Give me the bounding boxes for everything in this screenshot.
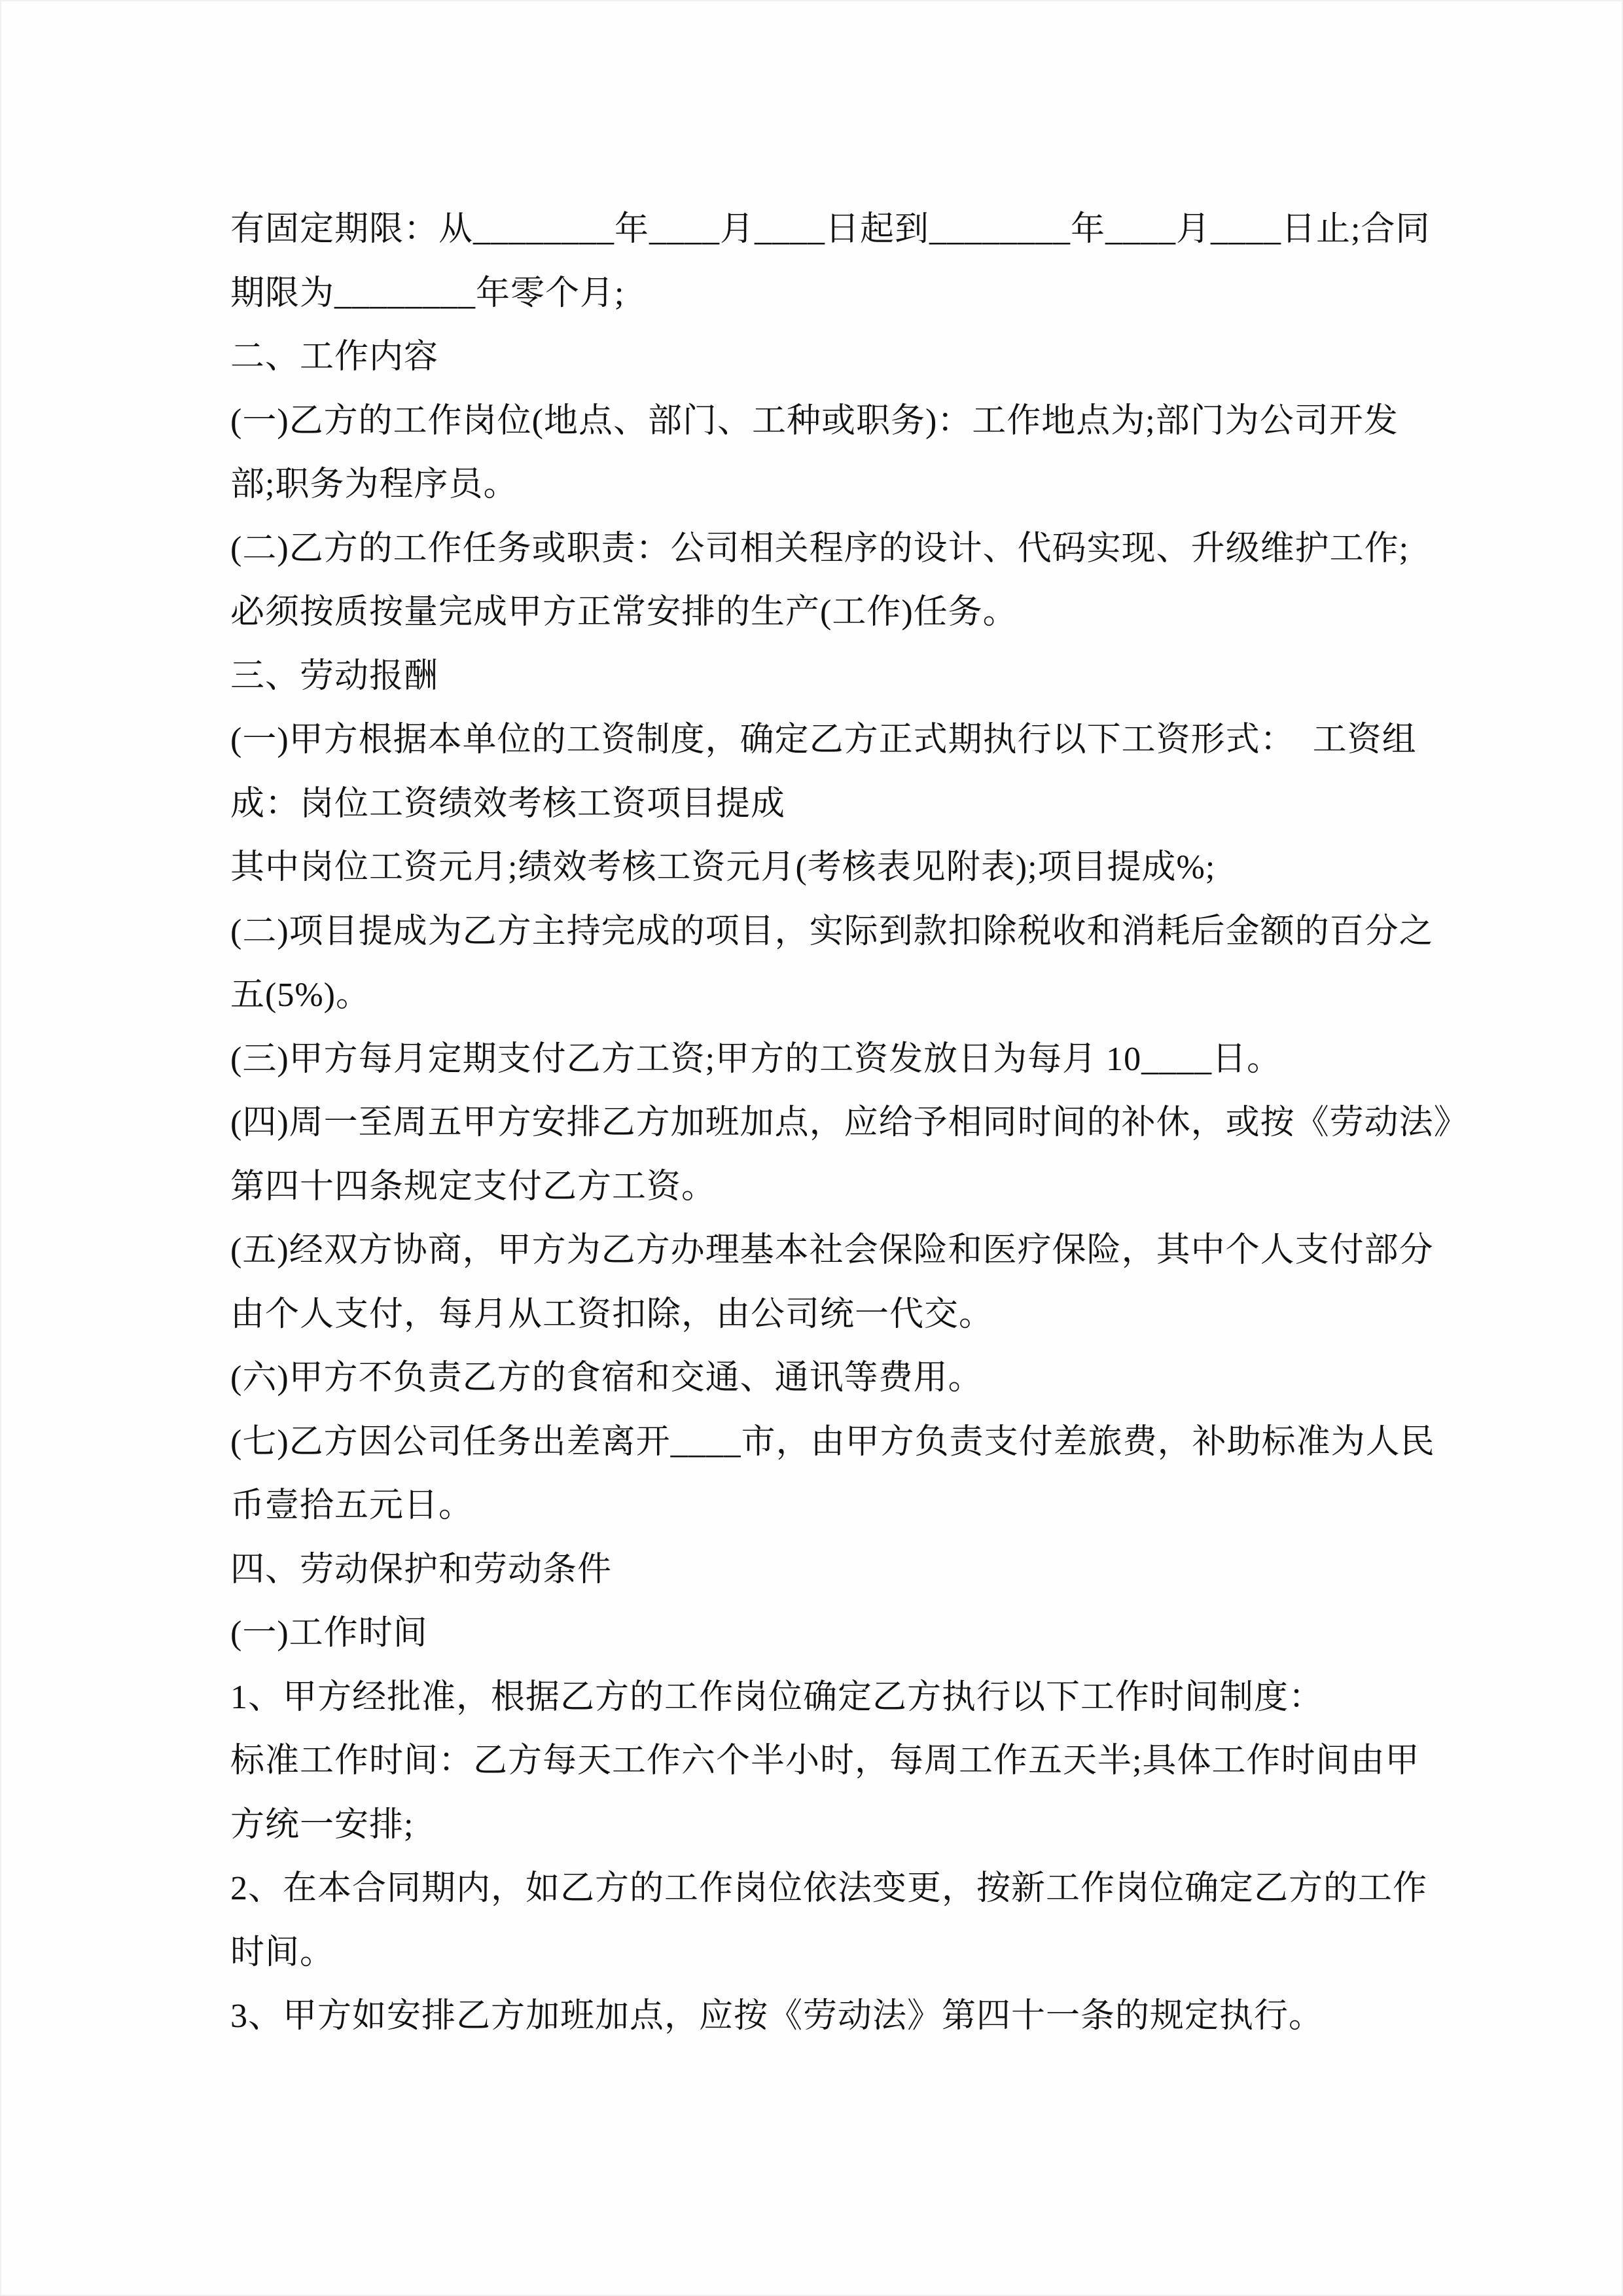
contract-line-overtime-rule: 3、甲方如安排乙方加班加点，应按《劳动法》第四十一条的规定执行。 <box>230 1998 1324 2035</box>
contract-line-wage-form-1: (一)甲方根据本单位的工资制度，确定乙方正式期执行以下工资形式： 工资组 <box>230 721 1417 759</box>
contract-line-payday: (三)甲方每月定期支付乙方工资;甲方的工资发放日为每月 10____日。 <box>230 1040 1282 1078</box>
section-heading-work-content: 二、工作内容 <box>230 338 439 376</box>
contract-line-post-change-1: 2、在本合同期内，如乙方的工作岗位依法变更，按新工作岗位确定乙方的工作 <box>230 1870 1428 1907</box>
contract-line-overtime-1: (四)周一至周五甲方安排乙方加班加点，应给予相同时间的补休，或按《劳动法》 <box>230 1104 1469 1141</box>
contract-line-insurance-2: 由个人支付，每月从工资扣除，由公司统一代交。 <box>230 1295 994 1333</box>
contract-line-travel-1: (七)乙方因公司任务出差离开____市，由甲方负责支付差旅费，补助标准为人民 <box>230 1423 1435 1461</box>
section-heading-labor-pay: 三、劳动报酬 <box>230 657 439 695</box>
contract-line-commission-2: 五(5%)。 <box>230 977 370 1014</box>
contract-line-position-2: 部;职务为程序员。 <box>230 466 518 503</box>
contract-line-duties-1: (二)乙方的工作任务或职责：公司相关程序的设计、代码实现、升级维护工作; <box>230 529 1410 567</box>
section-heading-labor-protection: 四、劳动保护和劳动条件 <box>230 1551 613 1588</box>
contract-line-travel-2: 币壹拾五元日。 <box>230 1487 474 1524</box>
contract-line-post-change-2: 时间。 <box>230 1933 335 1971</box>
contract-text-body <box>230 198 1469 2049</box>
contract-line-standard-hours-1: 标准工作时间：乙方每天工作六个半小时，每周工作五天半;具体工作时间由甲 <box>230 1742 1420 1780</box>
contract-line-term-dates: 有固定期限：从________年____月____日起到________年____月____日止;合同 <box>230 211 1431 248</box>
contract-line-wage-form-2: 成：岗位工资绩效考核工资项目提成 <box>230 785 786 823</box>
contract-line-duties-2: 必须按质按量完成甲方正常安排的生产(工作)任务。 <box>230 594 1018 631</box>
contract-line-position-1: (一)乙方的工作岗位(地点、部门、工种或职务)：工作地点为;部门为公司开发 <box>230 402 1399 440</box>
contract-line-commission-1: (二)项目提成为乙方主持完成的项目，实际到款扣除税收和消耗后金额的百分之 <box>230 912 1434 950</box>
contract-line-wage-detail: 其中岗位工资元月;绩效考核工资元月(考核表见附表);项目提成%; <box>230 849 1216 886</box>
contract-line-hours-system: 1、甲方经批准，根据乙方的工作岗位确定乙方执行以下工作时间制度： <box>230 1678 1324 1716</box>
contract-line-overtime-2: 第四十四条规定支付乙方工资。 <box>230 1168 717 1206</box>
subsection-heading-work-hours: (一)工作时间 <box>230 1615 428 1652</box>
contract-line-expenses: (六)甲方不负责乙方的食宿和交通、通讯等费用。 <box>230 1359 983 1397</box>
contract-line-insurance-1: (五)经双方协商，甲方为乙方办理基本社会保险和医疗保险，其中个人支付部分 <box>230 1232 1434 1269</box>
contract-line-term-duration: 期限为________年零个月; <box>230 274 625 312</box>
contract-line-standard-hours-2: 方统一安排; <box>230 1806 414 1844</box>
